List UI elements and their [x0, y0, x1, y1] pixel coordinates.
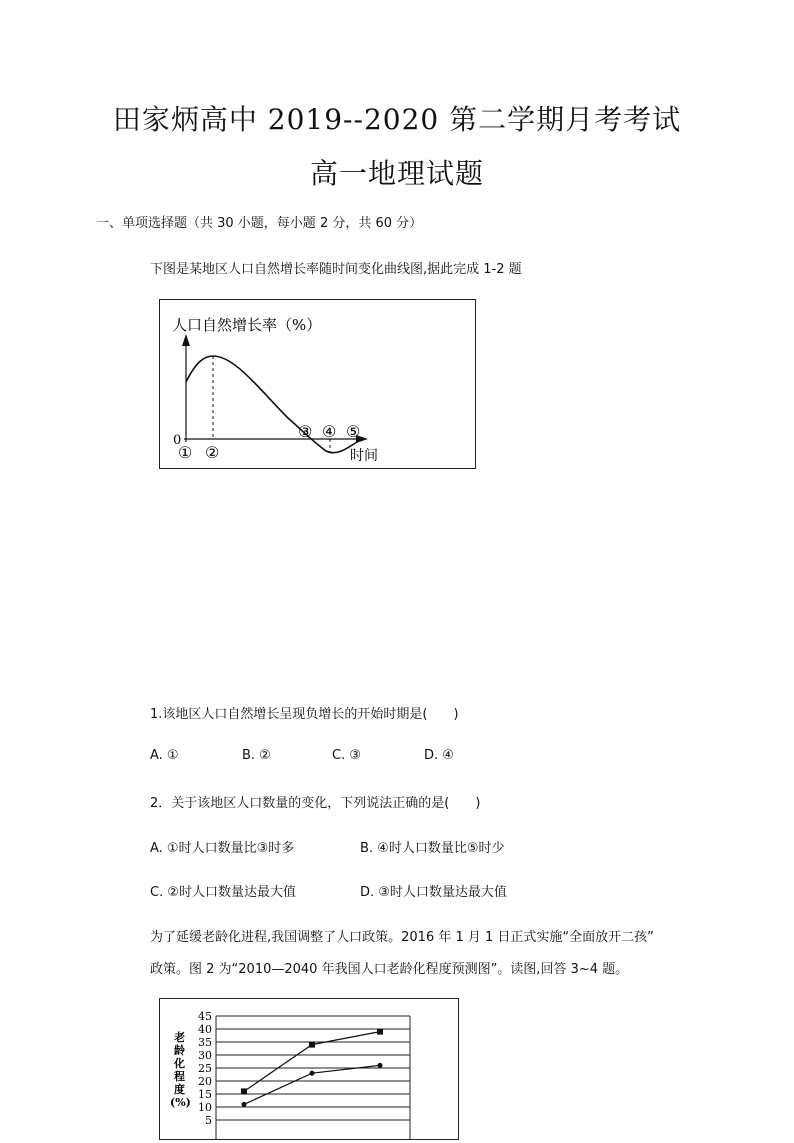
q1-option-a: A. ① [150, 748, 179, 763]
question-intro-3-4-line2: 政策。图 2 为“2010—2040 年我国人口老龄化程度预测图”。读图,回答 3~4 题。 [150, 962, 629, 977]
q2-option-a: A. ①时人口数量比③时多 [150, 841, 295, 856]
aging-ytick-label: 30 [198, 1049, 212, 1062]
aging-series-line-1 [244, 1032, 380, 1092]
figure1-xlabel: 时间 [350, 448, 378, 464]
aging-ytick-label: 25 [198, 1062, 212, 1075]
aging-ylabel-char: 度 [174, 1083, 185, 1096]
marker-2: ② [205, 443, 220, 462]
marker-1: ① [178, 443, 193, 462]
q1-option-d: D. ④ [424, 748, 454, 763]
aging-ytick-label: 5 [205, 1114, 212, 1127]
q1-option-c: C. ③ [332, 748, 361, 763]
aging-ylabel-char: 老 [174, 1031, 185, 1044]
aging-series-1-point [377, 1029, 383, 1035]
figure1-origin: 0 [173, 433, 182, 448]
aging-series-1-point [309, 1042, 315, 1048]
aging-ytick-label: 35 [198, 1036, 212, 1049]
aging-series-2-point [378, 1063, 383, 1068]
aging-ytick-label: 15 [198, 1088, 212, 1101]
exam-subtitle: 高一地理试题 [309, 157, 484, 190]
aging-ylabel-char: (%) [170, 1096, 191, 1109]
aging-ylabel-char: 化 [174, 1057, 185, 1070]
aging-ylabel-char: 龄 [174, 1044, 185, 1057]
aging-ytick-label: 10 [198, 1101, 212, 1114]
marker-4: ④ [322, 422, 337, 441]
aging-series-2-point [310, 1071, 315, 1076]
figure-natural-growth-rate [159, 299, 476, 469]
q2-option-c: C. ②时人口数量达最大值 [150, 885, 296, 900]
aging-chart-svg [160, 999, 458, 1139]
q2-option-d: D. ③时人口数量达最大值 [360, 885, 507, 900]
aging-ylabel-char: 程 [174, 1070, 185, 1083]
aging-series-2-point [242, 1102, 247, 1107]
growth-rate-curve-svg [160, 300, 475, 468]
figure1-y-arrow [182, 334, 190, 346]
aging-ytick-label: 20 [198, 1075, 212, 1088]
aging-ytick-label: 45 [198, 1010, 212, 1023]
aging-ytick-label: 40 [198, 1023, 212, 1036]
figure-aging-chart [159, 998, 459, 1140]
section-heading: 一、单项选择题（共 30 小题，每小题 2 分，共 60 分） [96, 216, 423, 231]
marker-5: ⑤ [346, 422, 361, 441]
q1-option-b: B. ② [242, 748, 271, 763]
aging-chart-ylabel [170, 1030, 191, 1109]
question-2-stem: 2．关于该地区人口数量的变化，下列说法正确的是( ) [150, 796, 481, 811]
exam-title: 田家炳高中 2019--2020 第二学期月考考试 [112, 103, 682, 136]
aging-series-1-point [241, 1088, 247, 1094]
q2-option-b: B. ④时人口数量比⑤时少 [360, 841, 505, 856]
question-1-stem: 1.该地区人口自然增长呈现负增长的开始时期是( ) [150, 707, 459, 722]
question-intro-1-2: 下图是某地区人口自然增长率随时间变化曲线图,据此完成 1-2 题 [150, 262, 522, 277]
question-intro-3-4-line1: 为了延缓老龄化进程,我国调整了人口政策。2016 年 1 月 1 日正式实施“全面放开二孩” [150, 930, 654, 945]
figure1-ylabel: 人口自然增长率（%） [172, 316, 322, 334]
marker-3: ③ [298, 422, 313, 441]
